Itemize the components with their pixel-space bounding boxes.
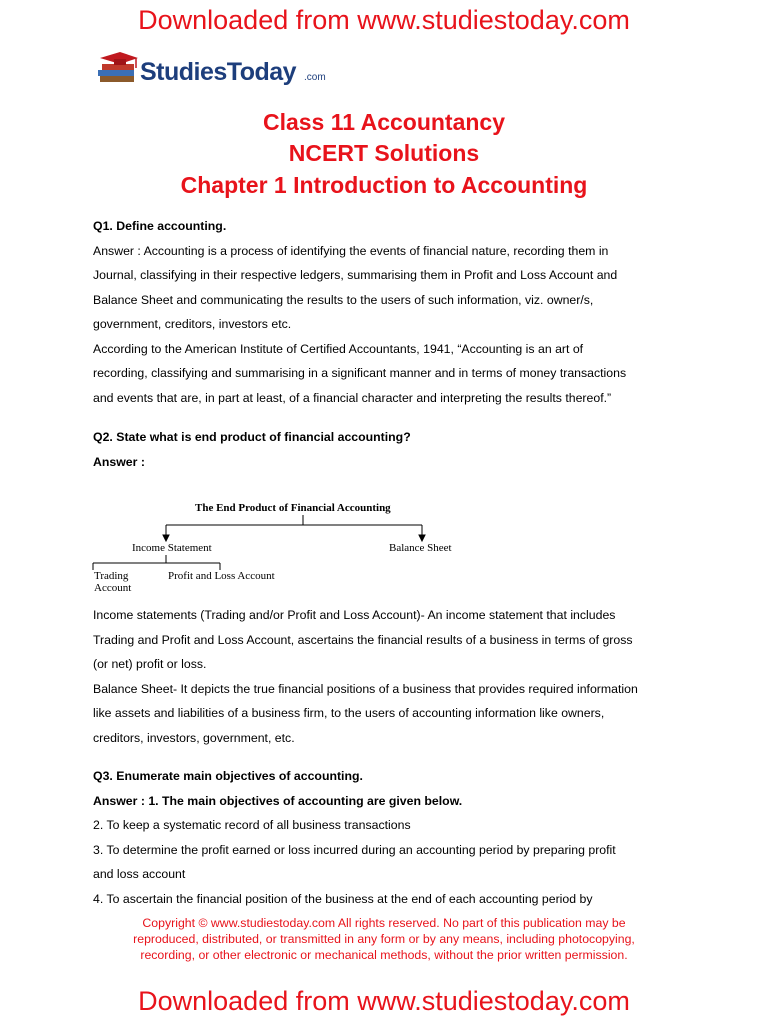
q3-question: Q3. Enumerate main objectives of accounting. [93, 769, 363, 783]
q1-answer-line: According to the American Institute of Certified Accountants, 1941, “Accounting is an art of [93, 341, 584, 356]
q1-answer-line: Answer : Accounting is a process of identifying the events of financial nature, recording them in [93, 243, 609, 258]
q2-answer-label: Answer : [93, 454, 145, 469]
end-product-diagram [92, 500, 472, 600]
q1-question: Q1. Define accounting. [93, 219, 227, 233]
studiestoday-logo[interactable] [94, 50, 334, 90]
copyright-line: reproduced, distributed, or transmitted in any form or by any means, including photocopying, [133, 932, 635, 946]
download-banner-top[interactable]: Downloaded from www.studiestoday.com [138, 5, 630, 35]
q1-answer-line: Journal, classifying in their respective ledgers, summarising them in Profit and Loss Account and [93, 268, 618, 282]
q3-answer-line: Answer : 1. The main objectives of accounting are given below. [93, 793, 463, 808]
q1-answer-line: recording, classifying and summarising in a significant manner and in terms of money transactions [93, 366, 627, 380]
q2-explanation-line: Trading and Profit and Loss Account, ascertains the financial results of a business in terms of gross [93, 632, 633, 647]
q1-answer-line: Balance Sheet and communicating the results to the users of such information, viz. owner/s, [93, 292, 594, 307]
download-banner-bottom[interactable]: Downloaded from www.studiestoday.com [138, 986, 630, 1016]
q2-explanation-line: Income statements (Trading and/or Profit and Loss Account)- An income statement that includes [93, 608, 616, 622]
q1-section [93, 214, 693, 410]
q2-explanation-line: Balance Sheet- It depicts the true financial positions of a business that provides required information [93, 681, 638, 696]
q2-explanation [93, 603, 693, 750]
q2-question: Q2. State what is end product of financial accounting? [93, 430, 411, 444]
q3-answer-line: 3. To determine the profit earned or loss incurred during an accounting period by preparing profit [93, 842, 616, 857]
copyright-line: recording, or other electronic or mechanical methods, without the prior written permission. [140, 948, 628, 962]
q2-explanation-line: (or net) profit or loss. [93, 657, 207, 671]
q1-answer-line: government, creditors, investors etc. [93, 317, 292, 331]
copyright-line: Copyright © www.studiestoday.com All rights reserved. No part of this publication may be [142, 916, 626, 930]
books-graduation-cap-icon [94, 50, 142, 90]
q2-explanation-line: like assets and liabilities of a business firm, to the users of accounting information like owners, [93, 706, 605, 720]
diagram-profit-loss-account: Profit and Loss Account [168, 570, 275, 582]
diagram-income-statement: Income Statement [132, 542, 212, 554]
logo-suffix: .com [304, 72, 326, 83]
q3-section [93, 764, 693, 911]
q2-section [93, 425, 693, 474]
logo-name: StudiesToday [140, 58, 297, 86]
q3-answer-line: 4. To ascertain the financial position of the business at the end of each accounting period by [93, 891, 593, 906]
q1-answer-line: and events that are, in part at least, of a financial character and interpreting the results thereof.” [93, 390, 612, 405]
title-ncert: NCERT Solutions [288, 140, 480, 166]
q3-answer-line: 2. To keep a systematic record of all business transactions [93, 818, 411, 832]
title-chapter: Chapter 1 Introduction to Accounting [180, 172, 588, 198]
diagram-trading-account: Trading Account [94, 570, 132, 594]
diagram-title: The End Product of Financial Accounting [195, 502, 391, 514]
diagram-balance-sheet: Balance Sheet [389, 542, 452, 554]
copyright-notice [100, 915, 668, 963]
q3-answer-line: and loss account [93, 867, 186, 881]
title-class: Class 11 Accountancy [262, 109, 506, 135]
q2-explanation-line: creditors, investors, government, etc. [93, 730, 295, 745]
